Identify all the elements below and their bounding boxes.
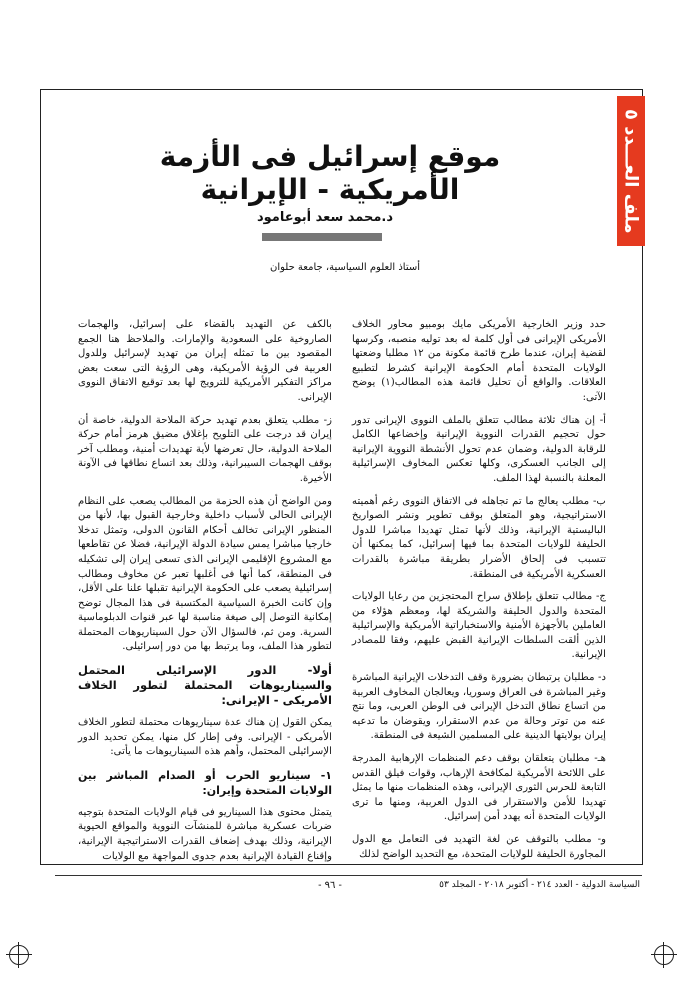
footer-divider bbox=[55, 875, 642, 876]
paragraph: يتمثل محتوى هذا السيناريو فى قيام الولايات المتحدة بتوجيه ضربات عسكرية مباشرة للمنشآت النووية والمواقع الحيوية الإيرانية، وذلك بهدف إضعاف القدرات الاستراتيجية الإيرانية، وإقناع القيادة الإيرانية بعدم جدوى المواجهة مع الولايات bbox=[78, 806, 332, 862]
paragraph: ب- مطلب يعالج ما تم تجاهله فى الاتفاق النووى رغم أهميته الاستراتيجية، وهو المتعلق بوقف تطوير ونشر الصواريخ الباليستية الإيرانية، وذلك لأنها تمثل تهديدا مباشرا للدول الحليفة للولايات المتحدة بما فيها إسرائيل، كما يمكنها أن تتسبب فى إلحاق الأضرار بطريقة مباشرة بالقدرات العسكرية الأمريكية فى المنطقة. bbox=[352, 495, 606, 580]
paragraph: ج- مطالب تتعلق بإطلاق سراح المحتجزين من رعايا الولايات المتحدة والدول الحليفة والشريكة لها، ومعظم هؤلاء من العاملين بالأجهزة الأمنية والاستخباراتية الأمريكية والإسرائيلية الذين ألقت السلطات الإيرانية القبض عليهم، وفقا للمصادر الإيرانية. bbox=[352, 591, 606, 661]
paragraph: ومن الواضح أن هذه الحزمة من المطالب يصعب على النظام الإيرانى الحالى لأسباب داخلية وخارجية القبول بها، لأنها من المنظور الإيرانى تخالف أحكام القانون الدولى، وتمثل تدخلا خارجيا مباشرا يمس سيادة الدولة الإيرانية، فضلا عن تقاطعها مع المشروع الإقليمى الإيرانى الذى تسعى إيران إلى تشكيله فى المنطقة، كما أنها فى أغلبها تعبر عن مخاوف ومطالب إسرائيلية يصعب على الحكومة الإيرانية تقبلها علنا على الأقل، وإن كانت الخبرة السياسية المكتسبة فى هذا المجال توضح إمكانية التوصل إلى صيغة مناسبة لها عبر قنوات الدبلوماسية السرية. ومن ثم، فالسؤال الآن حول السيناريوهات المحتملة لتطور هذا الملف، وما يرتبط بها من دور إسرائيلى. bbox=[77, 495, 332, 653]
subsection-heading: ١- سيناريو الحرب أو الصدام المباشر بين الولايات المتحدة وإيران: bbox=[78, 768, 332, 797]
paragraph: ز- مطلب يتعلق بعدم تهديد حركة الملاحة الدولية، خاصة أن إيران قد درجت على التلويح بإغلاق مضيق هرمز أمام حركة الملاحة الدولية، حال تعرضها لأية تهديدات أمنية، ومطلب آخر بوقف الهجمات السيبرانية، وذلك بعد اتساع نطاقها فى الآونة الأخيرة. bbox=[78, 414, 332, 484]
registration-mark-icon bbox=[654, 945, 674, 965]
registration-mark-icon bbox=[9, 945, 29, 965]
page-number: - ٩٦ - bbox=[318, 880, 342, 891]
paragraph: أ- إن هناك ثلاثة مطالب تتعلق بالملف النووى الإيرانى تدور حول تحجيم القدرات النووية الإيرانية وإخضاعها الكامل للرقابة الدولية، وضمان عدم تحول الأنشطة النووية الإيرانية إلى الجانب العسكرى، وكلها تعكس المخاوف الإسرائيلية المعلنة بالنسبة لهذا الملف. bbox=[352, 414, 606, 484]
author-affiliation: أستاذ العلوم السياسية، جامعة حلوان bbox=[269, 262, 421, 273]
section-tab-label: ملف العـــدد ٥ bbox=[620, 108, 642, 234]
paragraph: حدد وزير الخارجية الأمريكى مايك بومبيو محاور الخلاف الأمريكى الإيرانى فى أول كلمة له بعد توليه منصبه، وكرسها لقضية إيران، عندما طرح قائمة مكونة من ١٢ مطلبا وضعتها الولايات المتحدة أمام الحكومة الإيرانية كشرط لتطبيع العلاقات. والواقع أن تحليل قائمة هذه المطالب(١) يوضح الآتى: bbox=[352, 319, 606, 403]
body-column-left bbox=[78, 318, 332, 872]
paragraph: هـ- مطلبان يتعلقان بوقف دعم المنظمات الإرهابية المدرجة على اللائحة الأمريكية لمكافحة الإرهاب، وقوات فيلق القدس التابعة للحرس الثورى الإيرانى، وهذه المنظمات منها ما يمثل تهديدا للأمن والاستقرار فى الدول العربية، ومنها ما ترى الولايات المتحدة أنه يهدد أمن إسرائيل. bbox=[352, 753, 606, 823]
section-tab bbox=[617, 96, 645, 246]
author-underline-bar bbox=[262, 233, 382, 241]
footer-journal-info: السياسة الدولية - العدد ٢١٤ - أكتوبر ٢٠١٨ - المجلد ٥٣ bbox=[439, 880, 640, 890]
paragraph: و- مطلب بالتوقف عن لغة التهديد فى التعامل مع الدول المجاورة الحليفة للولايات المتحدة، مع التحديد الواضح لذلك bbox=[352, 834, 606, 860]
paragraph: يمكن القول إن هناك عدة سيناريوهات محتملة لتطور الخلاف الأمريكى - الإيرانى. وفى إطار كل منها، يمكن تحديد الدور الإسرائيلى المحتمل، وأهم هذه السيناريوهات ما يأتى: bbox=[78, 717, 332, 758]
section-heading: أولا- الدور الإسرائيلى المحتمل والسيناريوهات المحتملة لتطور الخلاف الأمريكى - الإيرانى: bbox=[78, 663, 332, 708]
body-column-right bbox=[352, 318, 606, 870]
author-name: د.محمد سعد أبوعامود bbox=[256, 210, 394, 225]
article-title: موقع إسرائيل فى الأزمة الأمريكية - الإيرانية bbox=[159, 140, 501, 206]
paragraph: د- مطلبان يرتبطان بضرورة وقف التدخلات الإيرانية المباشرة وغير المباشرة فى العراق وسوريا، ويعالجان المخاوف العربية من اتساع نطاق التدخل الإيرانى فى الوطن العربى، وما نتج عنه من توتر وحالة من عدم الاستقرار، ويقوضان ما تدعيه إيران بولايتها الدينية على المسلمين الشيعة فى المنطقة. bbox=[352, 672, 606, 742]
paragraph: بالكف عن التهديد بالقضاء على إسرائيل، والهجمات الصاروخية على السعودية والإمارات. والملاحظ هنا الجمع المقصود بين ما تمثله إيران من تهديد لإسرائيل وللدول العربية فى الرؤية الأمريكية، وهى الرؤية التى سعت بعض مراكز التفكير الأمريكية للترويج لها بعد توقيع الاتفاق النووى الإيرانى. bbox=[78, 319, 332, 403]
